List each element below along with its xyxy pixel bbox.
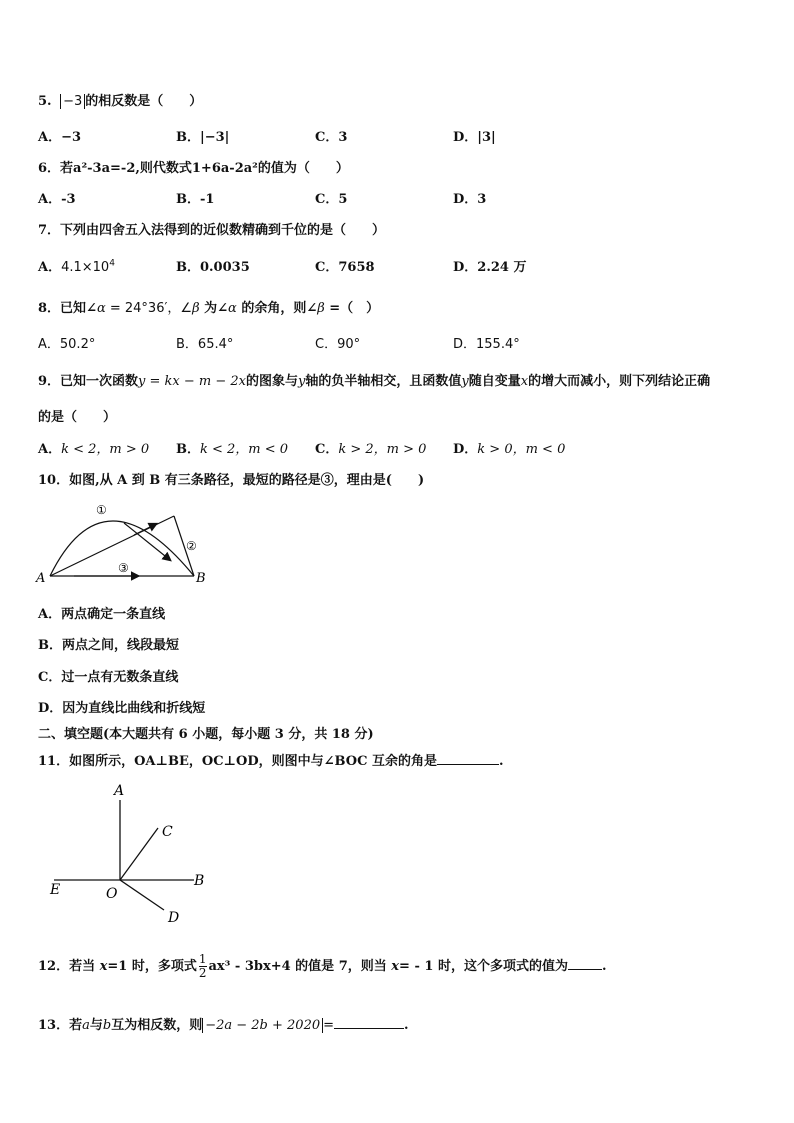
q8-option-c[interactable]: C．90°	[315, 337, 361, 352]
label-a: A	[114, 783, 125, 799]
q7-option-c[interactable]: C．7658	[315, 260, 375, 275]
q5-option-c[interactable]: C．3	[315, 130, 348, 145]
q11-stem: 11．如图所示，OA⊥BE，OC⊥OD，则图中与∠BOC 互余的角是 .	[38, 754, 504, 769]
q13-answer-blank[interactable]	[334, 1016, 404, 1029]
q10-option-a[interactable]: A．两点确定一条直线	[38, 607, 166, 622]
label-e: E	[50, 882, 61, 898]
section-heading: 二、填空题(本大题共有 6 小题，每小题 3 分，共 18 分)	[38, 727, 374, 742]
q9-option-b[interactable]: B．k < 2，m < 0	[176, 442, 289, 457]
q12-fraction: $\frac{1}{2}$	[198, 952, 207, 980]
label-b: B	[194, 873, 205, 889]
label-o: O	[106, 886, 118, 902]
q10-option-d[interactable]: D．因为直线比曲线和折线短	[38, 701, 206, 716]
label-circle-2: ②	[186, 539, 197, 553]
ray-oc	[120, 828, 158, 880]
ray-od	[120, 880, 164, 910]
path-2-arrow	[134, 524, 156, 535]
q6-option-a[interactable]: A．-3	[38, 192, 76, 207]
q13-abs-expression: −2a − 2b + 2020	[202, 1018, 323, 1033]
q10-stem: 10．如图,从 A 到 B 有三条路径，最短的路径是③，理由是( )	[38, 473, 425, 488]
q12-answer-blank[interactable]	[568, 957, 602, 970]
q5-stem: 5. −3 的相反数是（ ）	[38, 94, 203, 109]
q10-option-b[interactable]: B．两点之间，线段最短	[38, 638, 179, 653]
label-circle-3: ③	[118, 561, 129, 575]
q9-stem: 9．已知一次函数y = kx − m − 2x的图象与y轴的负半轴相交，且函数值y随自变量x的增大而减小，则下列结论正确	[38, 374, 711, 389]
label-c: C	[162, 824, 173, 840]
q11-angle-figure	[48, 780, 218, 930]
label-circle-1: ①	[96, 503, 107, 517]
q5-option-a[interactable]: A．−3	[38, 130, 82, 145]
q6-option-d[interactable]: D．3	[453, 192, 487, 207]
q10-option-c[interactable]: C．过一点有无数条直线	[38, 670, 179, 685]
q8-option-a[interactable]: A．50.2°	[38, 337, 96, 352]
q10-path-figure	[34, 496, 214, 592]
q7-stem: 7．下列由四舍五入法得到的近似数精确到千位的是（ ）	[38, 223, 386, 238]
label-b: B	[196, 571, 206, 586]
q6-option-c[interactable]: C．5	[315, 192, 348, 207]
q8-stem: 8．已知∠α = 24°36′，∠β 为∠α 的余角，则∠β =（ ）	[38, 301, 380, 316]
q12-stem: 12．若当 x=1 时，多项式 $\frac{1}{2}$ ax³ - 3bx+4 的值是 7，则当 x= - 1 时，这个多项式的值为 .	[38, 952, 607, 980]
q8-option-b[interactable]: B．65.4°	[176, 337, 234, 352]
q7-option-a[interactable]: A．$4.1\times 10^4$	[38, 258, 115, 275]
q9-option-c[interactable]: C．k > 2，m > 0	[315, 442, 427, 457]
q9-stem-line2: 的是（ ）	[38, 410, 117, 425]
q13-stem: 13．若a与b互为相反数，则 −2a − 2b + 2020 = .	[38, 1018, 409, 1033]
q5-abs: −3	[60, 94, 85, 109]
q5-option-d[interactable]: D．|3|	[453, 130, 496, 145]
q11-answer-blank[interactable]	[437, 752, 499, 765]
q6-stem: 6．若a²-3a=-2,则代数式1+6a-2a²的值为（ ）	[38, 161, 349, 176]
q6-option-b[interactable]: B．-1	[176, 192, 215, 207]
label-a: A	[36, 571, 46, 586]
q7-option-b[interactable]: B．0.0035	[176, 260, 250, 275]
q9-option-d[interactable]: D．k > 0，m < 0	[453, 442, 566, 457]
q7-option-d[interactable]: D．2.24 万	[453, 260, 527, 275]
label-d: D	[168, 910, 180, 926]
q5-option-b[interactable]: B．|−3|	[176, 130, 230, 145]
q9-option-a[interactable]: A．k < 2，m > 0	[38, 442, 150, 457]
q8-option-d[interactable]: D．155.4°	[453, 337, 520, 352]
